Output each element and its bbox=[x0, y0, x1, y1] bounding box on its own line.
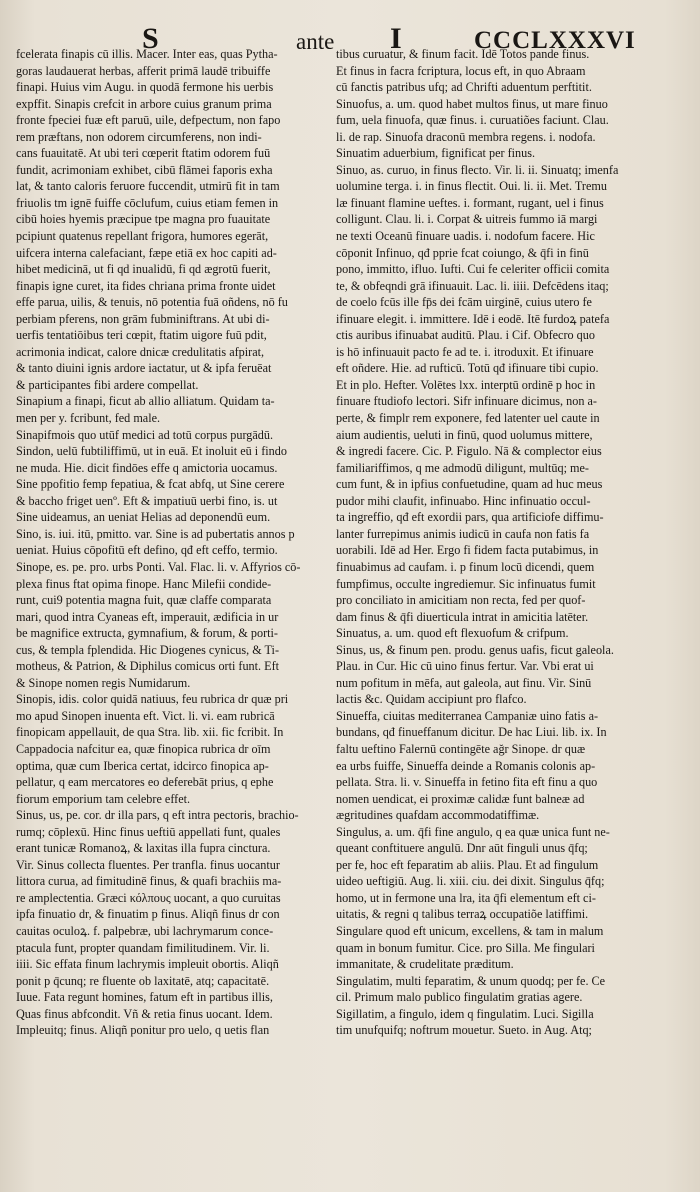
text-line: pudor mihi claufit, infinuabo. Hinc infinuatio occul- bbox=[336, 493, 591, 508]
text-line: & Sinope nomen regis Numidarum. bbox=[16, 675, 191, 690]
text-line: Iuue. Fata regunt homines, fatum eft in partibus illis, bbox=[16, 990, 273, 1005]
text-line: Sinapium a finapi, ficut ab allio alliatum. Quidam ta- bbox=[16, 394, 275, 409]
text-line: mari, quod intra Cyaneas eft, imperauit, ædificia in ur bbox=[16, 609, 279, 624]
text-line: finuare ftudiofo lectori. Sifr infinuare dicimus, non a- bbox=[336, 394, 597, 409]
text-line: Sinapifmois quo utūf medici ad totū corpus purgādū. bbox=[16, 427, 274, 442]
text-line: immanitate, & crudelitate præditum. bbox=[336, 957, 514, 972]
text-line: familiariffimos, q me admodū diligunt, multūq; me- bbox=[336, 460, 589, 475]
text-line: goras laudauerat herbas, afferit primā laudē tribuiffe bbox=[16, 63, 271, 78]
text-line: ctis auribus ifinuabat auditū. Plau. i Cif. Obfecro quo bbox=[336, 328, 595, 343]
text-line: eft oñdere. Hie. ad rufticū. Totū qđ ifinuare tibi cupio. bbox=[336, 361, 599, 376]
text-line: bundans, qđ finueffanum dicitur. De hac Liui. lib. ix. In bbox=[336, 725, 607, 740]
text-line: hibet medicinā, ut fi qd inualidū, fi qd ægrotū fuerit, bbox=[16, 262, 271, 277]
text-line: faltu ueftino Falernū contingēte ağr Sinope. dr quæ bbox=[336, 741, 586, 756]
text-line: Vir. Sinus collecta fluentes. Per tranfla. finus uocantur bbox=[16, 857, 280, 872]
text-line: Sinuatim aduerbium, fignificat per finus. bbox=[336, 146, 536, 161]
text-line: ueniat. Huius cōpofitū eft defino, qđ eft ceffo, termio. bbox=[16, 543, 278, 558]
text-line: læ finuant flamine ueftes. i. formant, rugant, uel i finus bbox=[336, 195, 604, 210]
header-catchword: ante bbox=[296, 29, 335, 54]
text-line: Sinus, us, & finum pen. produ. genus uafis, ficut galeola. bbox=[336, 642, 614, 657]
text-line: iiii. Sic effata finum lachrymis impleuit obortis. Aliqñ bbox=[16, 957, 279, 972]
text-line: nomen uendicat, ei proximæ calidæ funt balneæ ad bbox=[336, 791, 585, 806]
text-line: tibus curuatur, & finum facit. Idē Totos pande finus. bbox=[336, 47, 590, 61]
text-line: littora curua, ad fimitudinē finus, & quafi brachiis ma- bbox=[16, 874, 282, 889]
text-line: Singulus, a. um. q̄fi fine angulo, q ea quæ unica funt ne- bbox=[336, 824, 610, 839]
text-line: fiorum emporium tam celebre effet. bbox=[16, 791, 191, 806]
text-line: homo, ut in fermone una lra, ita q̄fi elementum eft ci- bbox=[336, 890, 596, 905]
text-line: uerfis tentatiōibus teri cœpit, ftatim uigore fuū pdit, bbox=[16, 328, 267, 343]
text-line: ifinuare elegit. i. immittere. Idē i eodē. Itē furdoꝝ patefa bbox=[336, 311, 610, 326]
text-line: uideo ueftigiū. Aug. li. xiii. ciu. dei dixit. Singulus q̄fq; bbox=[336, 874, 605, 889]
text-line: pellata. Stra. li. v. Sinueffa in fetino fita eft finu a quo bbox=[336, 775, 598, 790]
text-line: Sino, is. iui. itū, pmitto. var. Sine is ad pubertatis annos p bbox=[16, 526, 295, 541]
text-line: & ingredi facere. Cic. P. Figulo. Nā & complector eius bbox=[336, 444, 602, 459]
text-line: uolumine terga. i. in finus flectit. Oui. li. ii. Met. Tremu bbox=[336, 179, 607, 194]
text-line: fcelerata finapis cū illis. Macer. Inter eas, quas Pytha- bbox=[16, 47, 278, 61]
text-line: ptacula funt, propter quandam fimilitudinem. Vir. li. bbox=[16, 940, 270, 955]
text-line: perte, & fimplr rem exponere, fed latenter uel caute in bbox=[336, 411, 600, 426]
text-line: ponit p q̄cunq; re fluente ob laxitatē, atq; capacitatē. bbox=[16, 973, 270, 988]
text-line: Cappadocia nafcitur ea, quæ finopica rubrica dr oīm bbox=[16, 741, 271, 756]
text-line: friuolis tm ignē fuiffe cōclufum, cuius etiam femen in bbox=[16, 195, 279, 210]
text-line: finuabimus ad caufam. i. p finum locū dicendi, quem bbox=[336, 559, 595, 574]
text-line: per fe, hoc eft feparatim ab aliis. Plau. Et ad fingulum bbox=[336, 857, 599, 872]
text-line: motheus, & Patrion, & Diphilus comicus orti funt. Eft bbox=[16, 659, 280, 674]
text-line: expffit. Sinapis crefcit in arbore cuius granum prima bbox=[16, 96, 272, 111]
text-line: dam finus & q̄fi diuerticula intrat in amicitia latēter. bbox=[336, 609, 589, 624]
text-line: & participantes fibi ardere compellat. bbox=[16, 377, 199, 392]
text-line: ipfa finuatio dr, & finuatim p finus. Aliqñ finus dr con bbox=[16, 907, 280, 922]
text-line: Sinopis, idis. color quidā natiuus, feu rubrica dr quæ pri bbox=[16, 692, 289, 707]
text-line: Sinueffa, ciuitas mediterranea Campaniæ uino fatis a- bbox=[336, 708, 599, 723]
text-line: Impleuitq; finus. Aliqñ ponitur pro uelo, q uetis flan bbox=[16, 1023, 270, 1038]
text-line: cum funt, & in ipfius confuetudine, quam ad huc meus bbox=[336, 477, 603, 492]
text-line: optima, quæ cum Iberica certat, idcirco finopica ap- bbox=[16, 758, 269, 773]
text-line: cil. Primum malo publico fingulatim gratias agere. bbox=[336, 990, 583, 1005]
text-line: be magnifice extructa, gymnafium, & forum, & porti- bbox=[16, 626, 278, 641]
text-line: re amplectentia. Græci κόλπους uocant, a quo curuitas bbox=[16, 890, 281, 905]
text-line: Et in plo. Hefter. Volētes lxx. interptū ordinē p hoc in bbox=[336, 377, 596, 392]
text-line: Sinuo, as. curuo, in finus flecto. Vir. li. ii. Sinuatq; imenfa bbox=[336, 162, 619, 177]
text-line: Sinuofus, a. um. quod habet multos finus, ut mare finuo bbox=[336, 96, 608, 111]
text-line: num pofitum in mēfa, aut galeola, aut finu. Vir. Sinū bbox=[336, 675, 592, 690]
text-line: Sigillatim, a fingulo, idem q fingulatim. Luci. Sigilla bbox=[336, 1006, 594, 1021]
text-line: rumq; cōplexū. Hinc finus ueftiū appellati funt, quales bbox=[16, 824, 281, 839]
text-line: Quas finus abfcondit. Vñ & retia finus uocant. Idem. bbox=[16, 1006, 273, 1021]
text-line: pro conciliato in amicitiam non recta, fed per quof- bbox=[336, 593, 586, 608]
text-line: Sinope, es. pe. pro. urbs Ponti. Val. Flac. li. v. Affyrios cō- bbox=[16, 559, 301, 574]
header-initial-right: I bbox=[390, 22, 402, 55]
text-line: cans fuauitatē. At ubi teri cœperit ftatim odorem fuū bbox=[16, 146, 271, 161]
text-line: ea urbs fuiffe, Sinueffa deinde a Romanis colonis ap- bbox=[336, 758, 596, 773]
text-line: Sine ppofitio femp fepatiua, & fcat abfq, ut Sine cerere bbox=[16, 477, 285, 492]
text-line: te, & obfeqndi grā ifinuauit. Lac. li. iiii. Defcēdens itaq; bbox=[336, 278, 609, 293]
text-line: ne texti Oceanū finuare uadis. i. nodofum facere. Hic bbox=[336, 229, 595, 244]
text-line: lat, & tanto caloris feruore fuccendit, utmirū fit in tam bbox=[16, 179, 280, 194]
text-line: fum, uela finuofa, quæ finus. i. curuatiões faciunt. Clau. bbox=[336, 113, 609, 128]
text-line: mo apud Sinopen inuenta eft. Vict. li. vi. eam rubricā bbox=[16, 708, 275, 723]
text-line: li. de rap. Sinuofa draconū membra regens. i. nodofa. bbox=[336, 129, 596, 144]
text-line: erant tunicæ Romanoꝝ, & laxitas illa fupra cinctura. bbox=[16, 841, 271, 856]
text-line: & tanto diuini ignis ardore iactatur, ut & ipfa feruēat bbox=[16, 361, 272, 376]
text-line: pcipiunt quatenus repellant frigora, humores egerāt, bbox=[16, 229, 269, 244]
text-line: queant conftituere angulū. Dnr aūt finguli unus q̄fq; bbox=[336, 841, 588, 856]
text-line: cōponit Infinuo, qđ pprie fcat coiungo, & q̄fi in finū bbox=[336, 245, 589, 260]
text-line: colligunt. Clau. li. i. Corpat & uitreis fummo iā margi bbox=[336, 212, 598, 227]
right-text-column bbox=[336, 46, 662, 1039]
text-line: perbiam pferens, non grām fubminiftrans. At ubi di- bbox=[16, 311, 270, 326]
text-line: Et finus in facra fcriptura, locus eft, in quo Abraam bbox=[336, 63, 586, 78]
text-line: effe parua, uilis, & tenuis, nō potentia fuā oñdens, nō fu bbox=[16, 295, 288, 310]
text-line: Sinuatus, a. um. quod eft flexuofum & crifpum. bbox=[336, 626, 569, 641]
text-line: plexa finus ftat opima finope. Hanc Milefii condide- bbox=[16, 576, 272, 591]
text-line: finapis igne curet, ita fides chriana prima fronte uidet bbox=[16, 278, 276, 293]
text-line: Singulare quod eft unicum, excellens, & tam in malum bbox=[336, 923, 604, 938]
text-line: is hō infinuauit pacto fe ad te. i. itroduxit. Et ifinuare bbox=[336, 344, 594, 359]
text-line: finopicam appellauit, de qua Stra. lib. xii. fic fcribit. In bbox=[16, 725, 284, 740]
header-initial-left: S bbox=[142, 22, 159, 55]
text-line: uifcera interna calefaciant, fæpe etiā ex hoc capiti ad- bbox=[16, 245, 277, 260]
text-line: Sinus, us, pe. cor. dr illa pars, q eft intra pectoris, brachio- bbox=[16, 808, 299, 823]
text-line: Sine uideamus, an ueniat Helias ad deponendū eum. bbox=[16, 510, 271, 525]
text-line: men per y. fcribunt, fed male. bbox=[16, 411, 161, 426]
text-line: ta ingreffio, qđ eft exordii pars, qua artificiofe diffimu- bbox=[336, 510, 604, 525]
text-line: fumpfimus, occulte ingrediemur. Sic infinuatus fumit bbox=[336, 576, 596, 591]
text-line: rem præftans, non odorem circumferens, non indi- bbox=[16, 129, 262, 144]
text-line: de coelo fcūs ille fp̄s dei fcām uirginē, cuius utero fe bbox=[336, 295, 592, 310]
text-line: fronte fpeciei fuæ eft paruū, uile, defpectum, non fapo bbox=[16, 113, 281, 128]
text-line: ægritudines quafdam accommodatiffimæ. bbox=[336, 808, 540, 823]
text-line: pono, immitto, ifluo. Iufti. Cui fe celeriter officii comita bbox=[336, 262, 610, 277]
text-line: Sindon, uelū fubtiliffimū, ut in euā. Et inoluit eū i findo bbox=[16, 444, 287, 459]
text-line: Singulatim, multi feparatim, & unum quodq; per fe. Ce bbox=[336, 973, 606, 988]
folio-number: CCCLXXXVI bbox=[474, 27, 636, 54]
text-line: & baccho friget uenº. Eft & impatiuū uerbi fino, is. ut bbox=[16, 493, 278, 508]
left-text-column bbox=[16, 46, 328, 1039]
text-line: cus, & templa fplendida. Hic Diogenes cynicus, & Ti- bbox=[16, 642, 280, 657]
text-line: cauitas oculoꝝ. f. palpebræ, ubi lachrymarum conce- bbox=[16, 923, 274, 938]
text-line: Plau. in Cur. Hic cū uino finus fertur. Var. Vbi erat ui bbox=[336, 659, 594, 674]
text-line: uorabili. Idē ad Her. Ergo fi fidem facta putabimus, in bbox=[336, 543, 599, 558]
text-line: cibū hoies hyemis præcipue tpe magna pro fuauitate bbox=[16, 212, 271, 227]
text-line: lanter furrepimus animis iudicū in caufa non fatis fa bbox=[336, 526, 590, 541]
text-line: pellatur, q eam mercatores eo deferebāt prius, q ephe bbox=[16, 775, 274, 790]
text-line: uitatis, & regni q talibus terraꝝ occupatiõe latiffimi. bbox=[336, 907, 589, 922]
text-line: cū fanctis patribus ufq; ad Chrifti aduentum perftitit. bbox=[336, 80, 592, 95]
text-line: quam in bonum fumitur. Cice. pro Silla. Me fingulari bbox=[336, 940, 595, 955]
text-line: aium audientis, ueluti in finū, quod uolumus mittere, bbox=[336, 427, 593, 442]
text-line: lactis &c. Quidam accipiunt pro flafco. bbox=[336, 692, 527, 707]
text-line: runt, cui9 potentia magna fuit, quæ claffe comparata bbox=[16, 593, 272, 608]
text-line: ne muda. Hie. dicit findōes effe q amictoria uocamus. bbox=[16, 460, 278, 475]
text-line: acrimonia indicat, calore dnicæ credulitatis afpirat, bbox=[16, 344, 265, 359]
text-line: fundit, acrimoniam exhibet, cibū flāmei faporis exha bbox=[16, 162, 273, 177]
text-line: tim unufquifq; noftrum mouetur. Sueto. in Aug. Atq; bbox=[336, 1023, 592, 1038]
text-line: finapi. Huius vim Augu. in quodā fermone his uerbis bbox=[16, 80, 274, 95]
